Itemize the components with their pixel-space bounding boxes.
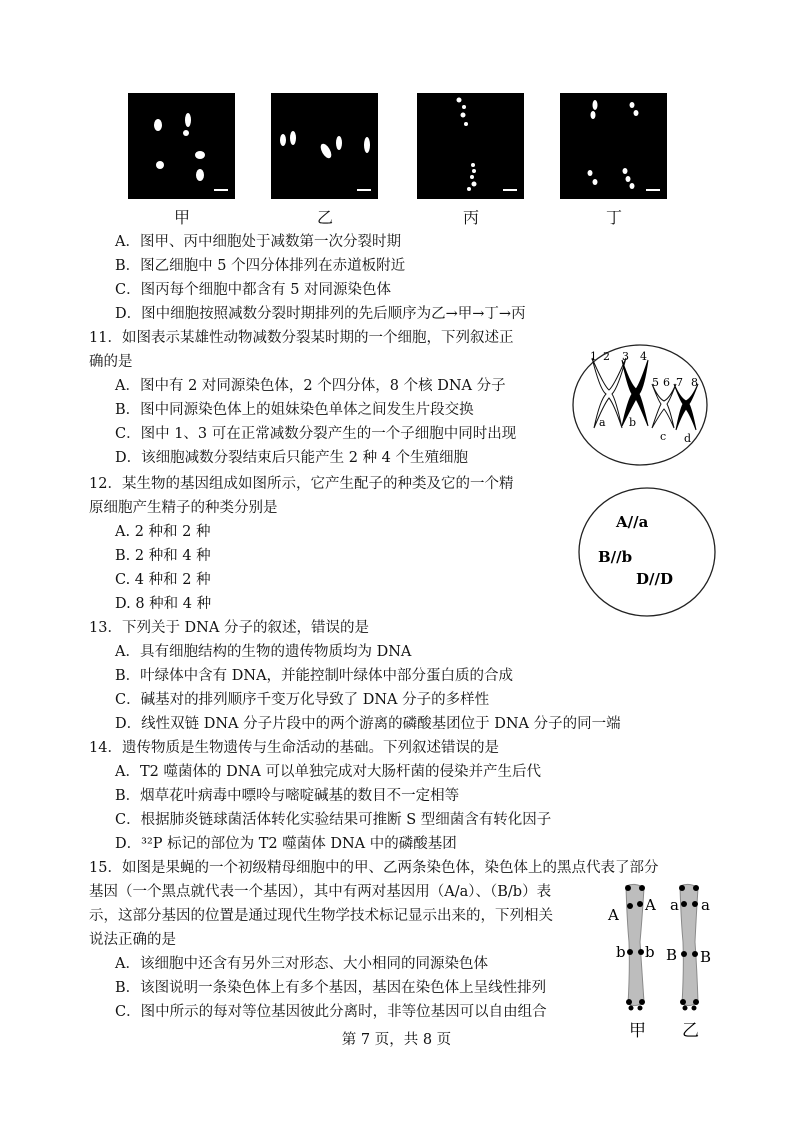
gene-label-A-left: A	[608, 906, 619, 924]
q11-option-a: A．图中有 2 对同源染色体，2 个四分体，8 个核 DNA 分子	[115, 378, 506, 394]
chromosome-a	[592, 358, 626, 428]
label-letter-c: c	[660, 430, 667, 443]
micrograph-ding-chromosomes	[560, 93, 667, 199]
caption-jia: 甲	[173, 208, 190, 227]
gene-pair-bb: B//b	[598, 548, 633, 566]
q14-option-b: B．烟草花叶病毒中嘌呤与嘧啶碱基的数目不一定相等	[115, 788, 460, 804]
gene-label-B-left: B	[666, 946, 678, 964]
q11-stem-line1: 11．如图表示某雄性动物减数分裂某时期的一个细胞，下列叙述正	[89, 330, 514, 346]
q15-chromosome-diagram	[604, 880, 722, 1042]
label-num-8: 8	[691, 376, 698, 389]
micrograph-jia	[128, 93, 235, 199]
micrograph-ding	[560, 93, 667, 199]
label-num-7: 7	[676, 376, 683, 389]
q14-stem: 14．遗传物质是生物遗传与生命活动的基础。下列叙述错误的是	[89, 740, 499, 756]
label-num-3: 3	[622, 350, 629, 363]
q12-option-c: C. 4 种和 2 种	[115, 572, 211, 588]
q15-option-a: A．该细胞中还含有另外三对形态、大小相同的同源染色体	[115, 956, 488, 972]
caption-yi: 乙	[316, 208, 333, 227]
q15-stem-line3: 示，这部分基因的位置是通过现代生物学技术标记显示出来的，下列相关	[89, 908, 553, 924]
label-num-6: 6	[663, 376, 670, 389]
q13-stem: 13．下列关于 DNA 分子的叙述，错误的是	[89, 620, 369, 636]
micrograph-bing	[417, 93, 524, 199]
caption-jia-chromosome: 甲	[629, 1021, 646, 1041]
q11-stem-line2: 确的是	[89, 354, 133, 370]
chromosome-c	[652, 384, 676, 428]
q10-option-b: B．图乙细胞中 5 个四分体排列在赤道板附近	[115, 258, 406, 274]
q15-stem-line1: 15．如图是果蝇的一个初级精母细胞中的甲、乙两条染色体，染色体上的黑点代表了部分	[89, 860, 659, 876]
label-num-2: 2	[603, 350, 610, 363]
label-num-1: 1	[590, 350, 597, 363]
q12-option-b: B. 2 种和 4 种	[115, 548, 211, 564]
gene-label-a-right: a	[701, 896, 710, 914]
caption-yi-chromosome: 乙	[682, 1021, 699, 1041]
label-num-5: 5	[652, 376, 659, 389]
label-letter-a: a	[599, 416, 606, 429]
caption-bing: 丙	[462, 208, 479, 227]
q15-stem-line2: 基因（一个黑点就代表一个基因），其中有两对基因用（A/a）、（B/b）表	[89, 884, 552, 900]
q11-cell-diagram	[570, 342, 710, 468]
q11-option-d: D．该细胞减数分裂结束后只能产生 2 种 4 个生殖细胞	[115, 450, 469, 466]
page-footer: 第 7 页，共 8 页	[341, 1032, 452, 1048]
q13-option-a: A．具有细胞结构的生物的遗传物质均为 DNA	[115, 644, 412, 660]
q13-option-c: C．碱基对的排列顺序千变万化导致了 DNA 分子的多样性	[115, 692, 490, 708]
q10-option-c: C．图丙每个细胞中都含有 5 对同源染色体	[115, 282, 392, 298]
q10-option-a: A．图甲、丙中细胞处于减数第一次分裂时期	[115, 234, 401, 250]
gene-pair-aa: A//a	[616, 513, 649, 531]
label-letter-d: d	[684, 432, 692, 445]
gene-pair-dd: D//D	[636, 570, 673, 588]
q11-option-b: B．图中同源染色体上的姐妹染色单体之间发生片段交换	[115, 402, 474, 418]
caption-ding: 丁	[605, 208, 622, 227]
gene-label-B-right: B	[700, 948, 712, 966]
micrograph-bing-chromosomes	[417, 93, 524, 199]
q13-option-b: B．叶绿体中含有 DNA，并能控制叶绿体中部分蛋白质的合成	[115, 668, 514, 684]
q14-option-d: D．³²P 标记的部位为 T2 噬菌体 DNA 中的磷酸基团	[115, 836, 457, 852]
q10-option-d: D．图中细胞按照减数分裂时期排列的先后顺序为乙→甲→丁→丙	[115, 306, 526, 322]
micrograph-yi	[271, 93, 378, 199]
q12-option-a: A. 2 种和 2 种	[115, 524, 211, 540]
gene-label-b-right: b	[645, 943, 655, 961]
q15-option-b: B．该图说明一条染色体上有多个基因，基因在染色体上呈线性排列	[115, 980, 547, 996]
q12-stem-line2: 原细胞产生精子的种类分别是	[89, 500, 278, 516]
gene-label-b-left: b	[616, 943, 626, 961]
q12-stem-line1: 12．某生物的基因组成如图所示，它产生配子的种类及它的一个精	[89, 476, 514, 492]
gene-label-A-right: A	[645, 896, 656, 914]
q15-stem-line4: 说法正确的是	[89, 932, 176, 948]
q14-option-a: A．T2 噬菌体的 DNA 可以单独完成对大肠杆菌的侵染并产生后代	[115, 764, 541, 780]
q13-option-d: D．线性双链 DNA 分子片段中的两个游离的磷酸基团位于 DNA 分子的同一端	[115, 716, 621, 732]
label-letter-b: b	[629, 416, 637, 429]
micrograph-yi-chromosomes	[271, 93, 378, 199]
micrograph-jia-chromosomes	[128, 93, 235, 199]
q14-option-c: C．根据肺炎链球菌活体转化实验结果可推断 S 型细菌含有转化因子	[115, 812, 552, 828]
q11-option-c: C．图中 1、3 可在正常减数分裂产生的一个子细胞中同时出现	[115, 426, 517, 442]
label-num-4: 4	[640, 350, 647, 363]
q12-genotype-diagram	[576, 485, 718, 619]
q12-option-d: D. 8 种和 4 种	[115, 596, 212, 612]
gene-label-a-left: a	[670, 896, 679, 914]
q15-option-c: C．图中所示的每对等位基因彼此分离时，非等位基因可以自由组合	[115, 1004, 547, 1020]
chromosome-d	[674, 384, 698, 430]
